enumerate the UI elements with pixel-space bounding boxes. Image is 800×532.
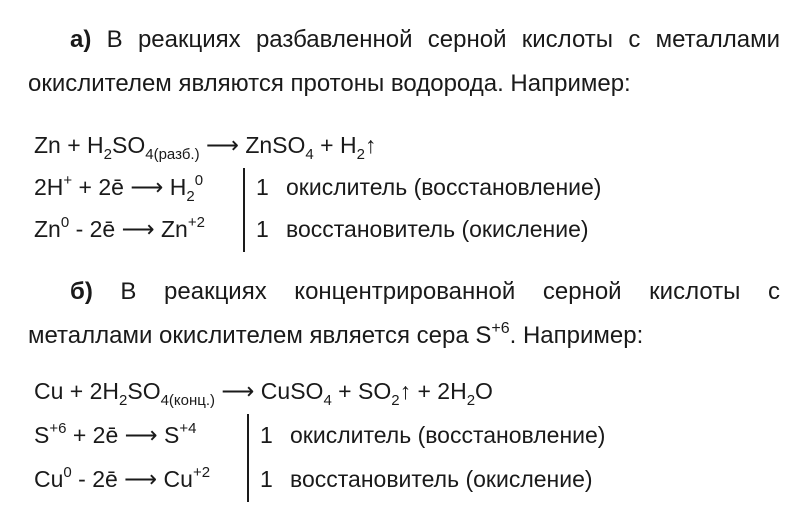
- paragraph-b: [28, 270, 780, 358]
- equation-b-main: $Cu + 2H_2SO_{4(конц.)}$ ⟶ CuSO$_4$ + $SO_2↑ + 2H_2O$: [34, 378, 493, 409]
- coef-b-oxidation: 1: [260, 466, 273, 492]
- paragraph-b-line2: металлами окислителем является сера $S^{+6}$. Например:: [28, 320, 644, 349]
- balance-divider-b: [247, 414, 249, 502]
- half-reaction-b-oxidation: Cu$^0$ - 2ē ⟶ $Cu^{+2}$: [34, 464, 211, 492]
- half-reaction-b-reduction: $S^{+6}$ + 2ē ⟶ $S^{+4}$: [34, 420, 197, 448]
- section-a-text1: В реакциях разбавленной серной кислоты с металлами: [106, 26, 780, 53]
- label-a-oxidation: восстановитель (окисление): [286, 216, 589, 242]
- label-b-reduction: окислитель (восстановление): [290, 422, 606, 448]
- paragraph-a-line2: окислителем являются протоны водорода. Например:: [28, 70, 631, 97]
- paragraph-a: [28, 18, 780, 106]
- label-b-oxidation: восстановитель (окисление): [290, 466, 593, 492]
- paragraph-a-line1: [28, 18, 780, 62]
- section-a-label: а): [70, 26, 92, 53]
- section-b-text1: В реакциях концентрированной серной кислоты с: [120, 278, 780, 305]
- section-b-label: б): [70, 278, 93, 305]
- coef-b-reduction: 1: [260, 422, 273, 448]
- coef-a-oxidation: 1: [256, 216, 269, 242]
- label-a-reduction: окислитель (восстановление): [286, 174, 602, 200]
- equation-a-main: $Zn + H_2SO_{4(разб.)}$ ⟶ ZnSO$_4$ + $H_2↑$: [34, 132, 377, 163]
- balance-divider-a: [243, 168, 245, 252]
- paragraph-b-line1: [28, 270, 780, 314]
- half-reaction-a-reduction: 2H+ + 2ē ⟶ $H_2^0$: [34, 172, 204, 205]
- half-reaction-a-oxidation: Zn$^0$ - 2ē ⟶ $Zn^{+2}$: [34, 214, 205, 242]
- coef-a-reduction: 1: [256, 174, 269, 200]
